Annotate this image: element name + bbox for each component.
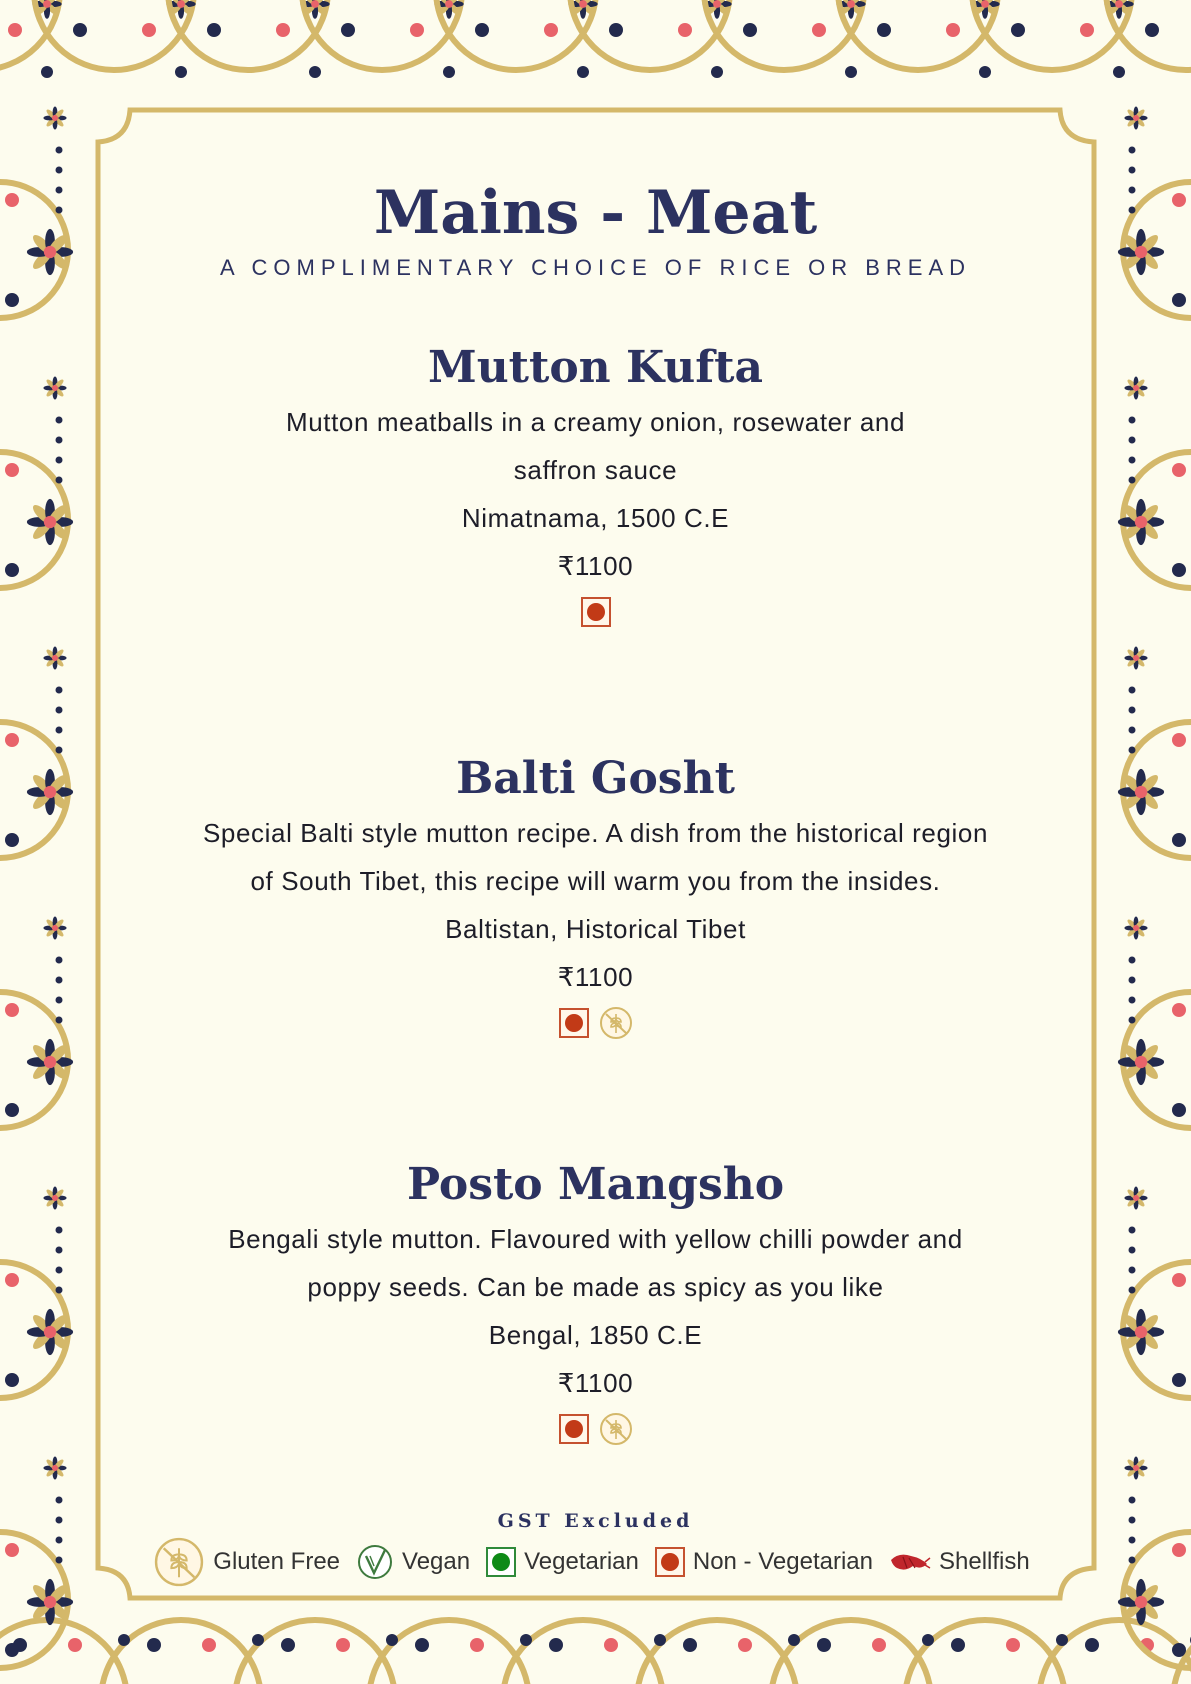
gst-note: GST Excluded: [497, 1510, 694, 1532]
legend-item-vegan: [356, 1543, 470, 1581]
dish-price: ₹1100: [557, 551, 634, 581]
dish-origin: Bengal, 1850 C.E: [488, 1320, 703, 1350]
dish-description-line: of South Tibet, this recipe will warm you from the insides.: [250, 866, 941, 896]
vegetarian-icon: [486, 1547, 516, 1577]
dish-name: Posto Mangsho: [406, 1159, 785, 1210]
shellfish-icon: [889, 1550, 931, 1574]
non-vegetarian-icon: [581, 597, 611, 627]
dish-origin: Baltistan, Historical Tibet: [445, 914, 746, 944]
page-subtitle: A COMPLIMENTARY CHOICE OF RICE OR BREAD: [219, 255, 972, 280]
legend-item-shellfish: [889, 1548, 1030, 1576]
dish-tags: [0, 1411, 1191, 1447]
dish-name: Balti Gosht: [456, 753, 735, 804]
gluten-free-icon: [599, 1412, 633, 1446]
legend-label: Shellfish: [938, 1548, 1030, 1575]
gluten-free-icon: [153, 1536, 205, 1588]
legend-item-vegetarian: [486, 1547, 639, 1577]
legend: [0, 1536, 1191, 1588]
dish-balti-gosht: [0, 749, 1191, 1041]
dish-posto-mangsho: [0, 1155, 1191, 1447]
dish-mutton-kufta: [0, 338, 1191, 630]
legend-item-gluten-free: [153, 1536, 340, 1588]
dish-description-line: poppy seeds. Can be made as spicy as you like: [307, 1272, 884, 1302]
dish-tags: [0, 1005, 1191, 1041]
legend-label: Gluten Free: [213, 1548, 341, 1575]
gluten-free-icon: [599, 1006, 633, 1040]
dish-price: ₹1100: [557, 1368, 634, 1398]
dish-name: Mutton Kufta: [427, 342, 764, 393]
dish-description-line: saffron sauce: [513, 455, 678, 485]
non-vegetarian-icon: [559, 1414, 589, 1444]
legend-item-non-vegetarian: [655, 1547, 873, 1577]
dish-description-line: Special Balti style mutton recipe. A dish from the historical region: [202, 818, 989, 848]
non-vegetarian-icon: [655, 1547, 685, 1577]
legend-label: Vegan: [402, 1548, 471, 1575]
legend-label: Vegetarian: [524, 1548, 639, 1575]
dish-origin: Nimatnama, 1500 C.E: [461, 503, 730, 533]
vegan-icon: [356, 1543, 394, 1581]
dish-description-line: Bengali style mutton. Flavoured with yellow chilli powder and: [228, 1224, 963, 1254]
legend-label: Non - Vegetarian: [692, 1548, 873, 1575]
dish-price: ₹1100: [557, 962, 634, 992]
non-vegetarian-icon: [559, 1008, 589, 1038]
page-title: Mains - Meat: [373, 178, 818, 248]
dish-description-line: Mutton meatballs in a creamy onion, rosewater and: [285, 407, 906, 437]
dish-tags: [0, 594, 1191, 630]
